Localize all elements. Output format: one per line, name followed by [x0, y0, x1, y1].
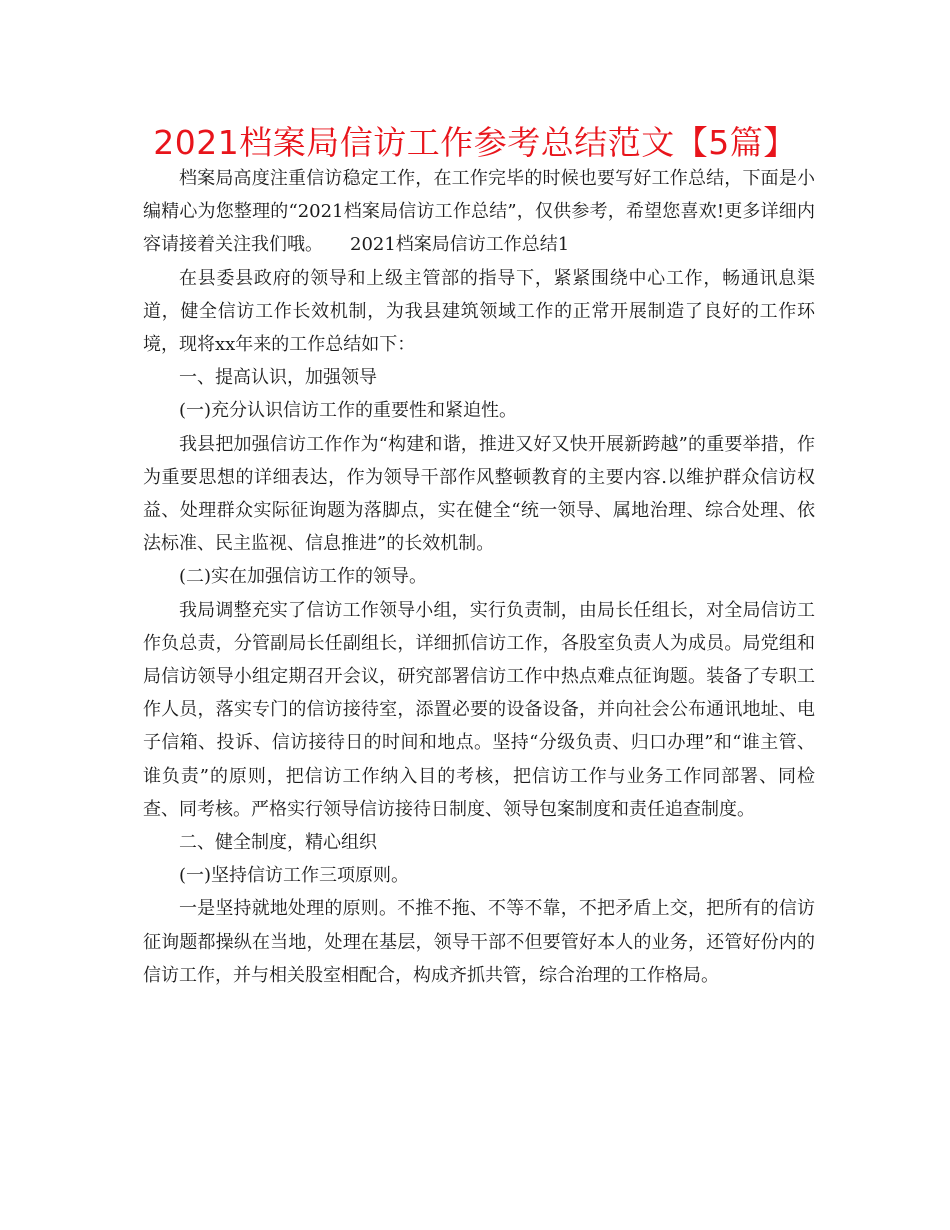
paragraph-overview: 在县委县政府的领导和上级主管部的指导下，紧紧围绕中心工作，畅通讯息渠道，健全信访工作长效机制，为我县建筑领域工作的正常开展制造了良好的工作环境，现将xx年来的工作总结如下： — [143, 267, 815, 356]
subsection-heading-1-2: (二)实在加强信访工作的领导。 — [179, 566, 428, 588]
subsection-heading-2-1: (一)坚持信访工作三项原则。 — [179, 865, 410, 887]
section-heading-1: 一、提高认识，加强领导 — [179, 367, 377, 389]
paragraph-leadership: 我局调整充实了信访工作领导小组，实行负责制，由局长任组长，对全局信访工作负总责，分管副局长任副组长，详细抓信访工作，各股室负责人为成员。局党组和局信访领导小组定期召开会议，研究部署信访工作中热点难点征询题。装备了专职工作人员，落实专门的信访接待室，添置必要的设备设备，并向社会公布通讯地址、电子信箱、投诉、信访接待日的时间和地点。坚持“分级负责、归口办理”和“谁主管、谁负责”的原则，把信访工作纳入目的考核，把信访工作与业务工作同部署、同检查、同考核。严格实行领导信访接待日制度、领导包案制度和责任追查制度。 — [143, 599, 815, 820]
document-body — [143, 162, 815, 992]
document-title: 2021档案局信访工作参考总结范文【5篇】 — [153, 123, 797, 162]
paragraph-importance: 我县把加强信访工作作为“构建和谐，推进又好又快开展新跨越”的重要举措，作为重要思想的详细表达，作为领导干部作风整顿教育的主要内容.以维护群众信访权益、处理群众实际征询题为落脚点，实在健全“统一领导、属地治理、综合处理、依法标准、民主监视、信息推进”的长效机制。 — [143, 433, 815, 555]
section-heading-2: 二、健全制度，精心组织 — [179, 832, 377, 854]
paragraph-principle-1: 一是坚持就地处理的原则。不推不拖、不等不靠，不把矛盾上交，把所有的信访征询题都操纵在当地，处理在基层，领导干部不但要管好本人的业务，还管好份内的信访工作，并与相关股室相配合，构成齐抓共管，综合治理的工作格局。 — [143, 898, 815, 986]
paragraph-intro: 档案局高度注重信访稳定工作，在工作完毕的时候也要写好工作总结，下面是小编精心为您整理的“2021档案局信访工作总结”，仅供参考，希望您喜欢!更多详细内容请接着关注我们哦。 2021档案局信访工作总结1 — [143, 168, 815, 256]
subsection-heading-1-1: (一)充分认识信访工作的重要性和紧迫性。 — [179, 400, 518, 422]
